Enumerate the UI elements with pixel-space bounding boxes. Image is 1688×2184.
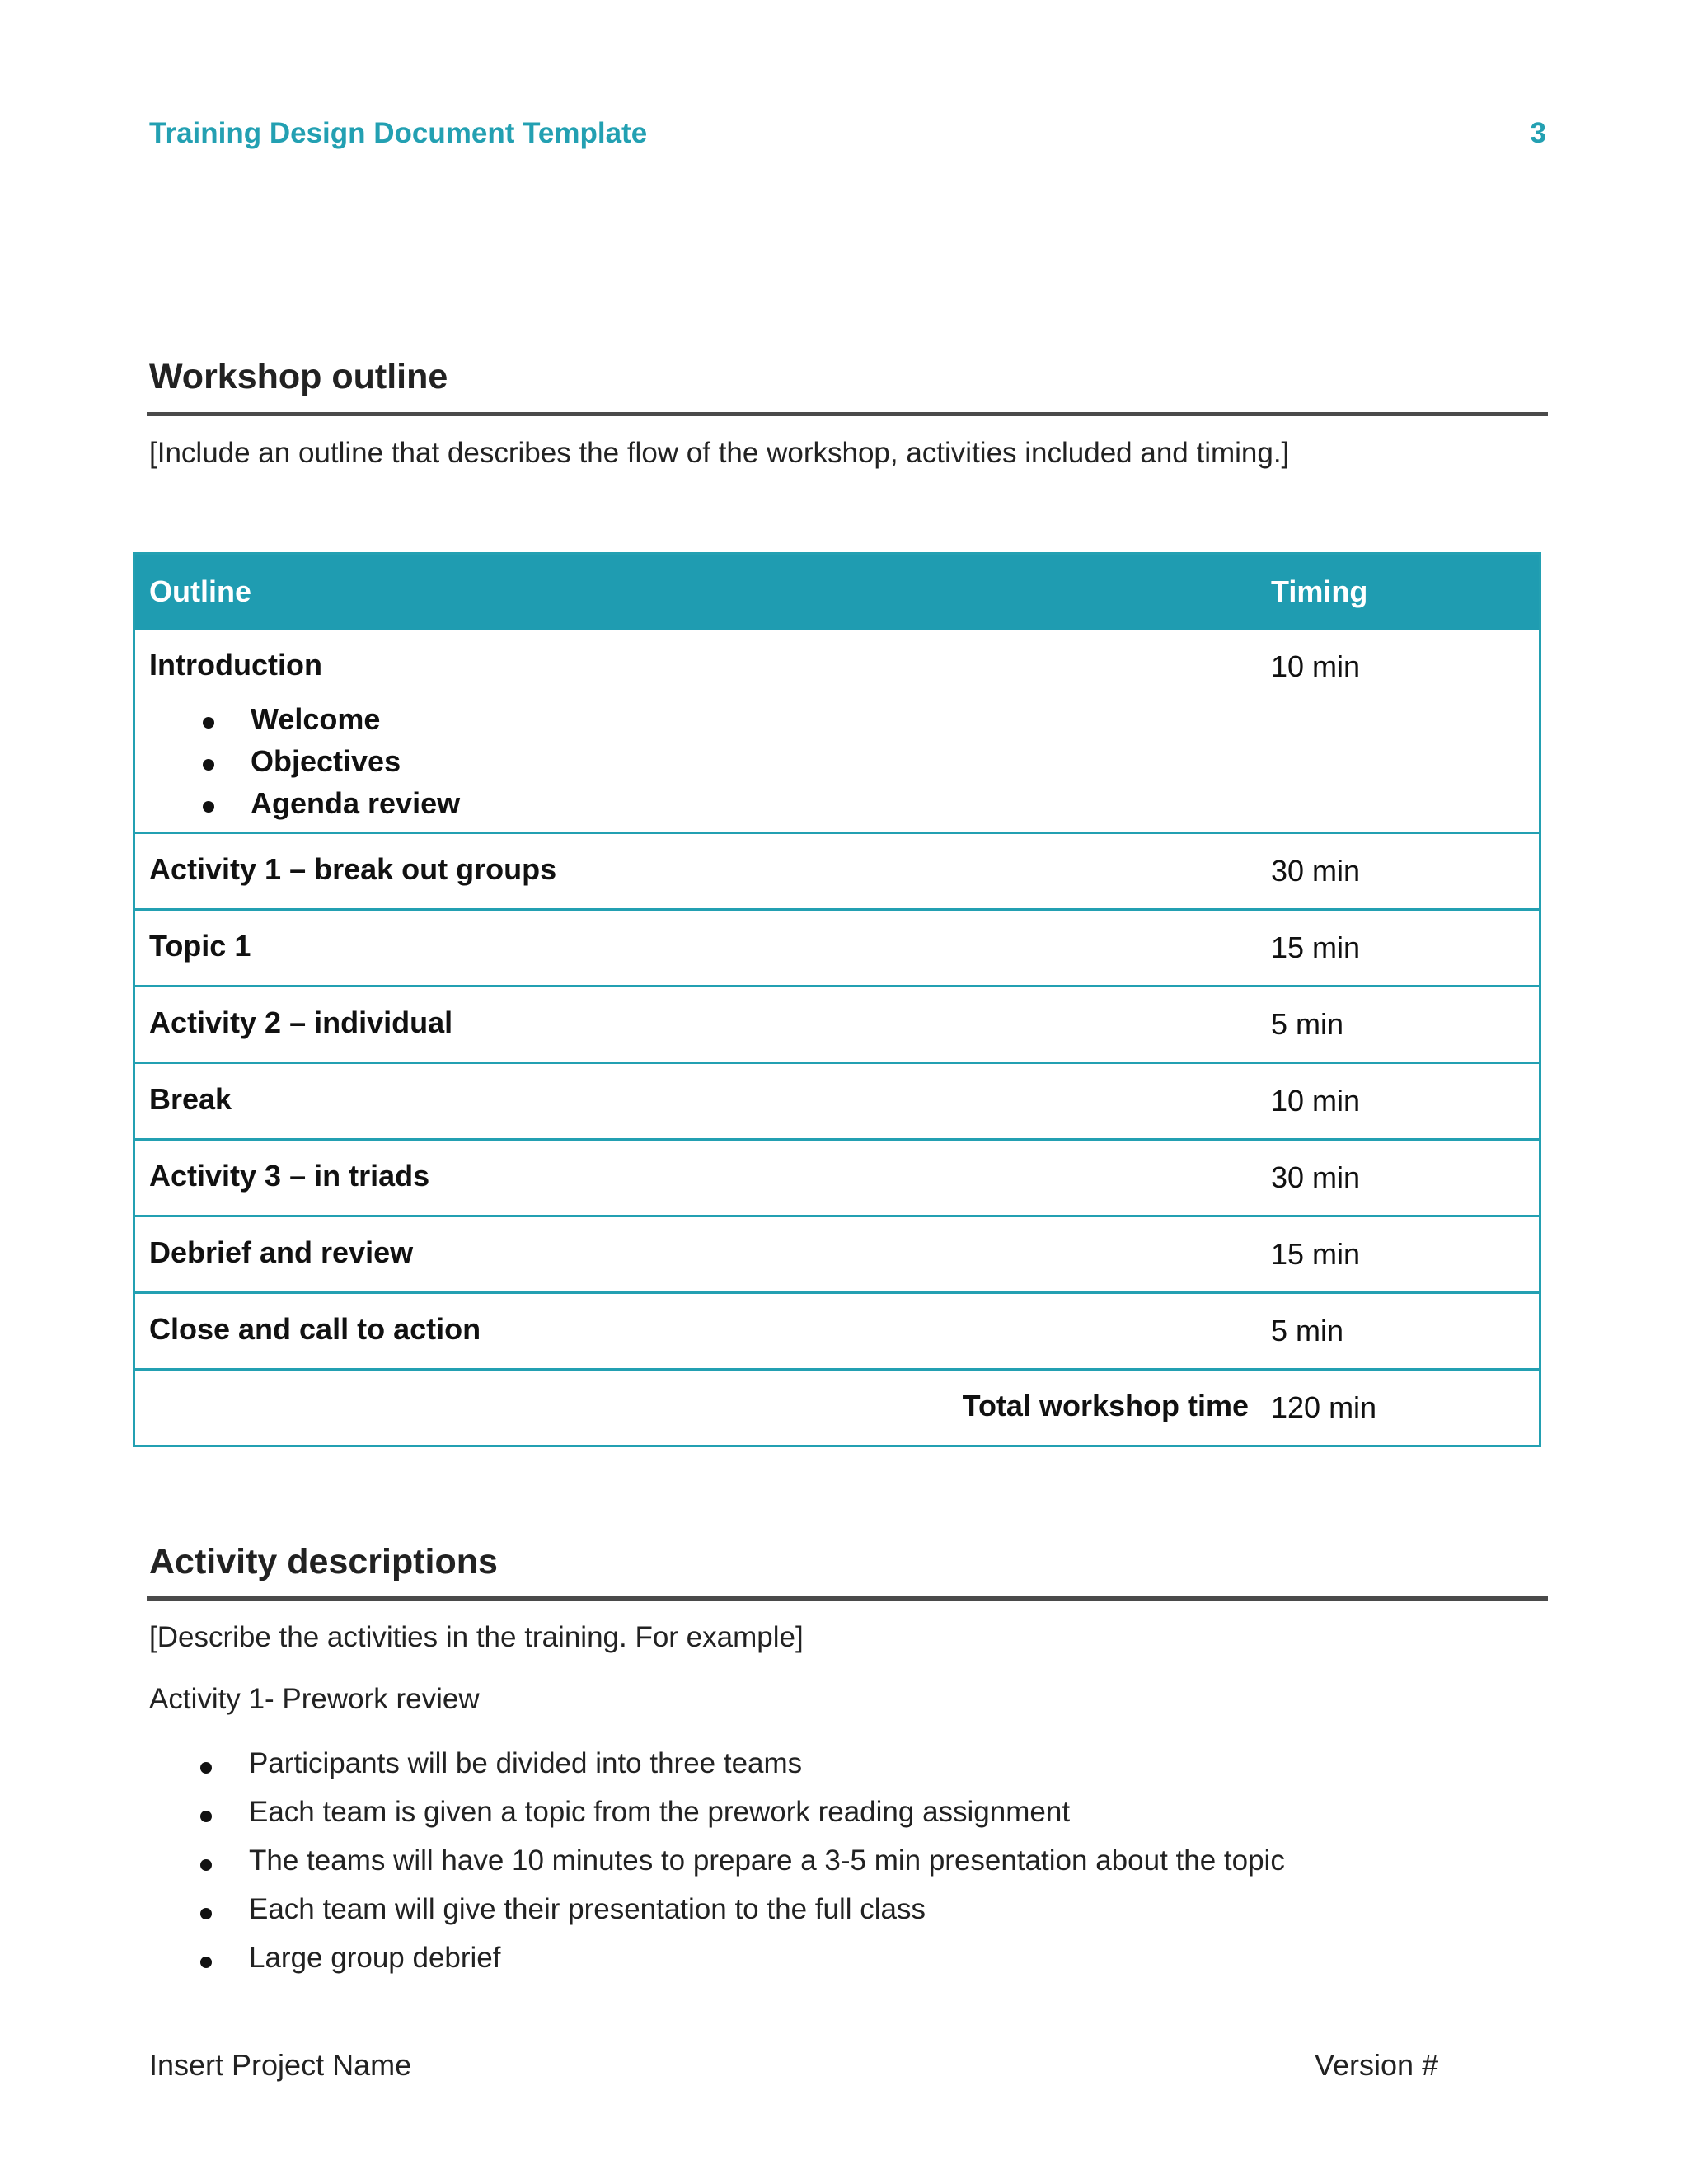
footer-version: Version # bbox=[1315, 2048, 1439, 2082]
activity-title: Activity 1- Prework review bbox=[149, 1683, 480, 1715]
timing-cell: 10 min bbox=[1271, 1084, 1361, 1118]
outline-cell: Debrief and review bbox=[149, 1235, 414, 1269]
list-item-label: Each team will give their presentation to the full class bbox=[249, 1893, 926, 1925]
table-row bbox=[135, 908, 1539, 985]
table-row bbox=[135, 832, 1539, 908]
bullet-icon bbox=[200, 1811, 212, 1822]
timing-cell: 15 min bbox=[1271, 1237, 1361, 1271]
bullet-icon bbox=[200, 1762, 212, 1774]
list-item-label: Welcome bbox=[251, 702, 381, 736]
list-item-label: Agenda review bbox=[251, 786, 461, 820]
bullet-icon bbox=[203, 801, 214, 813]
timing-cell: 30 min bbox=[1271, 1160, 1361, 1194]
header-title: Training Design Document Template bbox=[149, 117, 648, 149]
table-total-row bbox=[135, 1368, 1539, 1445]
timing-cell: 10 min bbox=[1271, 649, 1361, 683]
workshop-outline-table bbox=[133, 552, 1541, 1447]
bullet-icon bbox=[203, 759, 214, 771]
table-row bbox=[135, 630, 1539, 832]
activity-descriptions-heading: Activity descriptions bbox=[149, 1542, 498, 1582]
timing-cell: 5 min bbox=[1271, 1007, 1344, 1041]
table-row bbox=[135, 1291, 1539, 1368]
outline-cell: Break bbox=[149, 1082, 232, 1116]
activity-descriptions-instructions: [Describe the activities in the training. For example] bbox=[149, 1621, 804, 1653]
bullet-icon bbox=[200, 1957, 212, 1968]
outline-cell: Introduction bbox=[149, 648, 322, 682]
page-number: 3 bbox=[1530, 117, 1546, 149]
bullet-icon bbox=[200, 1859, 212, 1871]
section-divider bbox=[147, 1596, 1548, 1601]
list-item bbox=[149, 1942, 1285, 1990]
outline-cell: Close and call to action bbox=[149, 1312, 481, 1346]
table-row bbox=[135, 1215, 1539, 1291]
activity-bullet-list bbox=[149, 1747, 1285, 1990]
list-item bbox=[135, 702, 460, 744]
list-item bbox=[149, 1893, 1285, 1942]
total-timing: 120 min bbox=[1271, 1390, 1377, 1424]
timing-cell: 15 min bbox=[1271, 930, 1361, 964]
table-row bbox=[135, 1138, 1539, 1215]
list-item-label: Objectives bbox=[251, 744, 401, 778]
list-item bbox=[135, 744, 460, 786]
bullet-icon bbox=[200, 1908, 212, 1919]
introduction-sublist bbox=[135, 702, 460, 828]
footer-project-name: Insert Project Name bbox=[149, 2048, 412, 2082]
column-header-timing: Timing bbox=[1271, 574, 1368, 608]
list-item bbox=[149, 1844, 1285, 1893]
column-header-outline: Outline bbox=[149, 574, 251, 608]
list-item bbox=[149, 1747, 1285, 1796]
list-item-label: Each team is given a topic from the prework reading assignment bbox=[249, 1796, 1071, 1828]
workshop-outline-heading: Workshop outline bbox=[149, 357, 448, 396]
table-header-row bbox=[135, 555, 1539, 630]
table-body bbox=[135, 630, 1539, 1445]
bullet-icon bbox=[203, 717, 214, 729]
list-item bbox=[149, 1796, 1285, 1844]
list-item-label: Participants will be divided into three teams bbox=[249, 1747, 803, 1779]
workshop-outline-instructions: [Include an outline that describes the flow of the workshop, activities included and timing.] bbox=[149, 437, 1290, 469]
total-label: Total workshop time bbox=[962, 1389, 1249, 1422]
outline-cell: Topic 1 bbox=[149, 929, 251, 963]
outline-cell: Activity 1 – break out groups bbox=[149, 852, 557, 886]
list-item bbox=[135, 786, 460, 828]
timing-cell: 5 min bbox=[1271, 1314, 1344, 1347]
list-item-label: The teams will have 10 minutes to prepare a 3-5 min presentation about the topic bbox=[249, 1844, 1285, 1877]
section-divider bbox=[147, 412, 1548, 416]
table-row bbox=[135, 1062, 1539, 1138]
list-item-label: Large group debrief bbox=[249, 1942, 501, 1974]
timing-cell: 30 min bbox=[1271, 854, 1361, 888]
outline-cell: Activity 3 – in triads bbox=[149, 1159, 430, 1193]
table-row bbox=[135, 985, 1539, 1062]
outline-cell: Activity 2 – individual bbox=[149, 1005, 453, 1039]
